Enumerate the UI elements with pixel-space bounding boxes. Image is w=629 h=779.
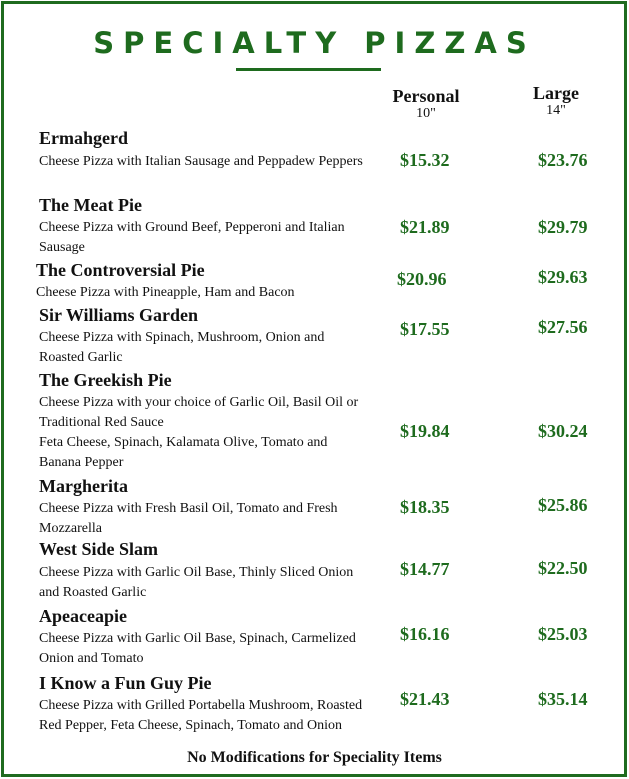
personal-price: $17.55 [400,319,450,339]
pizza-description: Cheese Pizza with Pineapple, Ham and Bacon [36,285,295,300]
large-price: $25.03 [538,624,588,644]
large-price: $22.50 [538,558,588,578]
size-header-personal [376,86,476,122]
personal-price: $21.89 [400,217,450,237]
pizza-name: Sir Williams Garden [39,305,199,325]
personal-price: $20.96 [397,269,447,289]
large-price: $27.56 [538,317,588,337]
pizza-description: Cheese Pizza with Spinach, Mushroom, Onion and Roasted Garlic [39,330,325,365]
large-price: $29.63 [538,267,588,287]
pizza-name: West Side Slam [39,539,159,559]
large-price: $25.86 [538,495,588,515]
personal-price: $19.84 [400,421,450,441]
personal-price: $21.43 [400,689,450,709]
pizza-description-extra: Feta Cheese, Spinach, Kalamata Olive, Tomato and Banana Pepper [39,435,328,470]
page-title: SPECIALTY PIZZAS [93,26,536,60]
personal-price: $15.32 [400,150,450,170]
size-inches: 10" [416,106,436,121]
pizza-description: Cheese Pizza with Fresh Basil Oil, Tomato and Fresh Mozzarella [39,501,338,536]
pizza-description: Cheese Pizza with Italian Sausage and Peppadew Peppers [39,154,363,169]
large-price: $23.76 [538,150,588,170]
pizza-name: Ermahgerd [39,128,128,148]
pizza-name: I Know a Fun Guy Pie [39,673,212,693]
large-price: $29.79 [538,217,588,237]
pizza-description: Cheese Pizza with Garlic Oil Base, Thinly Sliced Onion and Roasted Garlic [39,565,354,600]
size-header-large [506,83,606,119]
title-underline [236,68,381,71]
large-price: $30.24 [538,421,588,441]
pizza-name: The Controversial Pie [36,260,205,280]
pizza-name: The Meat Pie [39,195,142,215]
pizza-description: Cheese Pizza with Ground Beef, Pepperoni and Italian Sausage [39,220,345,255]
pizza-name: Apeaceapie [39,606,127,626]
pizza-name: Margherita [39,476,128,496]
modifications-note: No Modifications for Speciality Items [187,749,442,766]
pizza-description: Cheese Pizza with Grilled Portabella Mushroom, Roasted Red Pepper, Feta Cheese, Spinach, Tomato and Onion [39,698,363,733]
size-name: Large [533,83,579,103]
pizza-description: Cheese Pizza with your choice of Garlic Oil, Basil Oil or Traditional Red Sauce [39,395,359,430]
pizza-description: Cheese Pizza with Garlic Oil Base, Spinach, Carmelized Onion and Tomato [39,631,356,666]
size-name: Personal [392,86,460,106]
personal-price: $14.77 [400,559,450,579]
personal-price: $18.35 [400,497,450,517]
pizza-name: The Greekish Pie [39,370,172,390]
size-inches: 14" [546,103,566,118]
large-price: $35.14 [538,689,588,709]
personal-price: $16.16 [400,624,450,644]
